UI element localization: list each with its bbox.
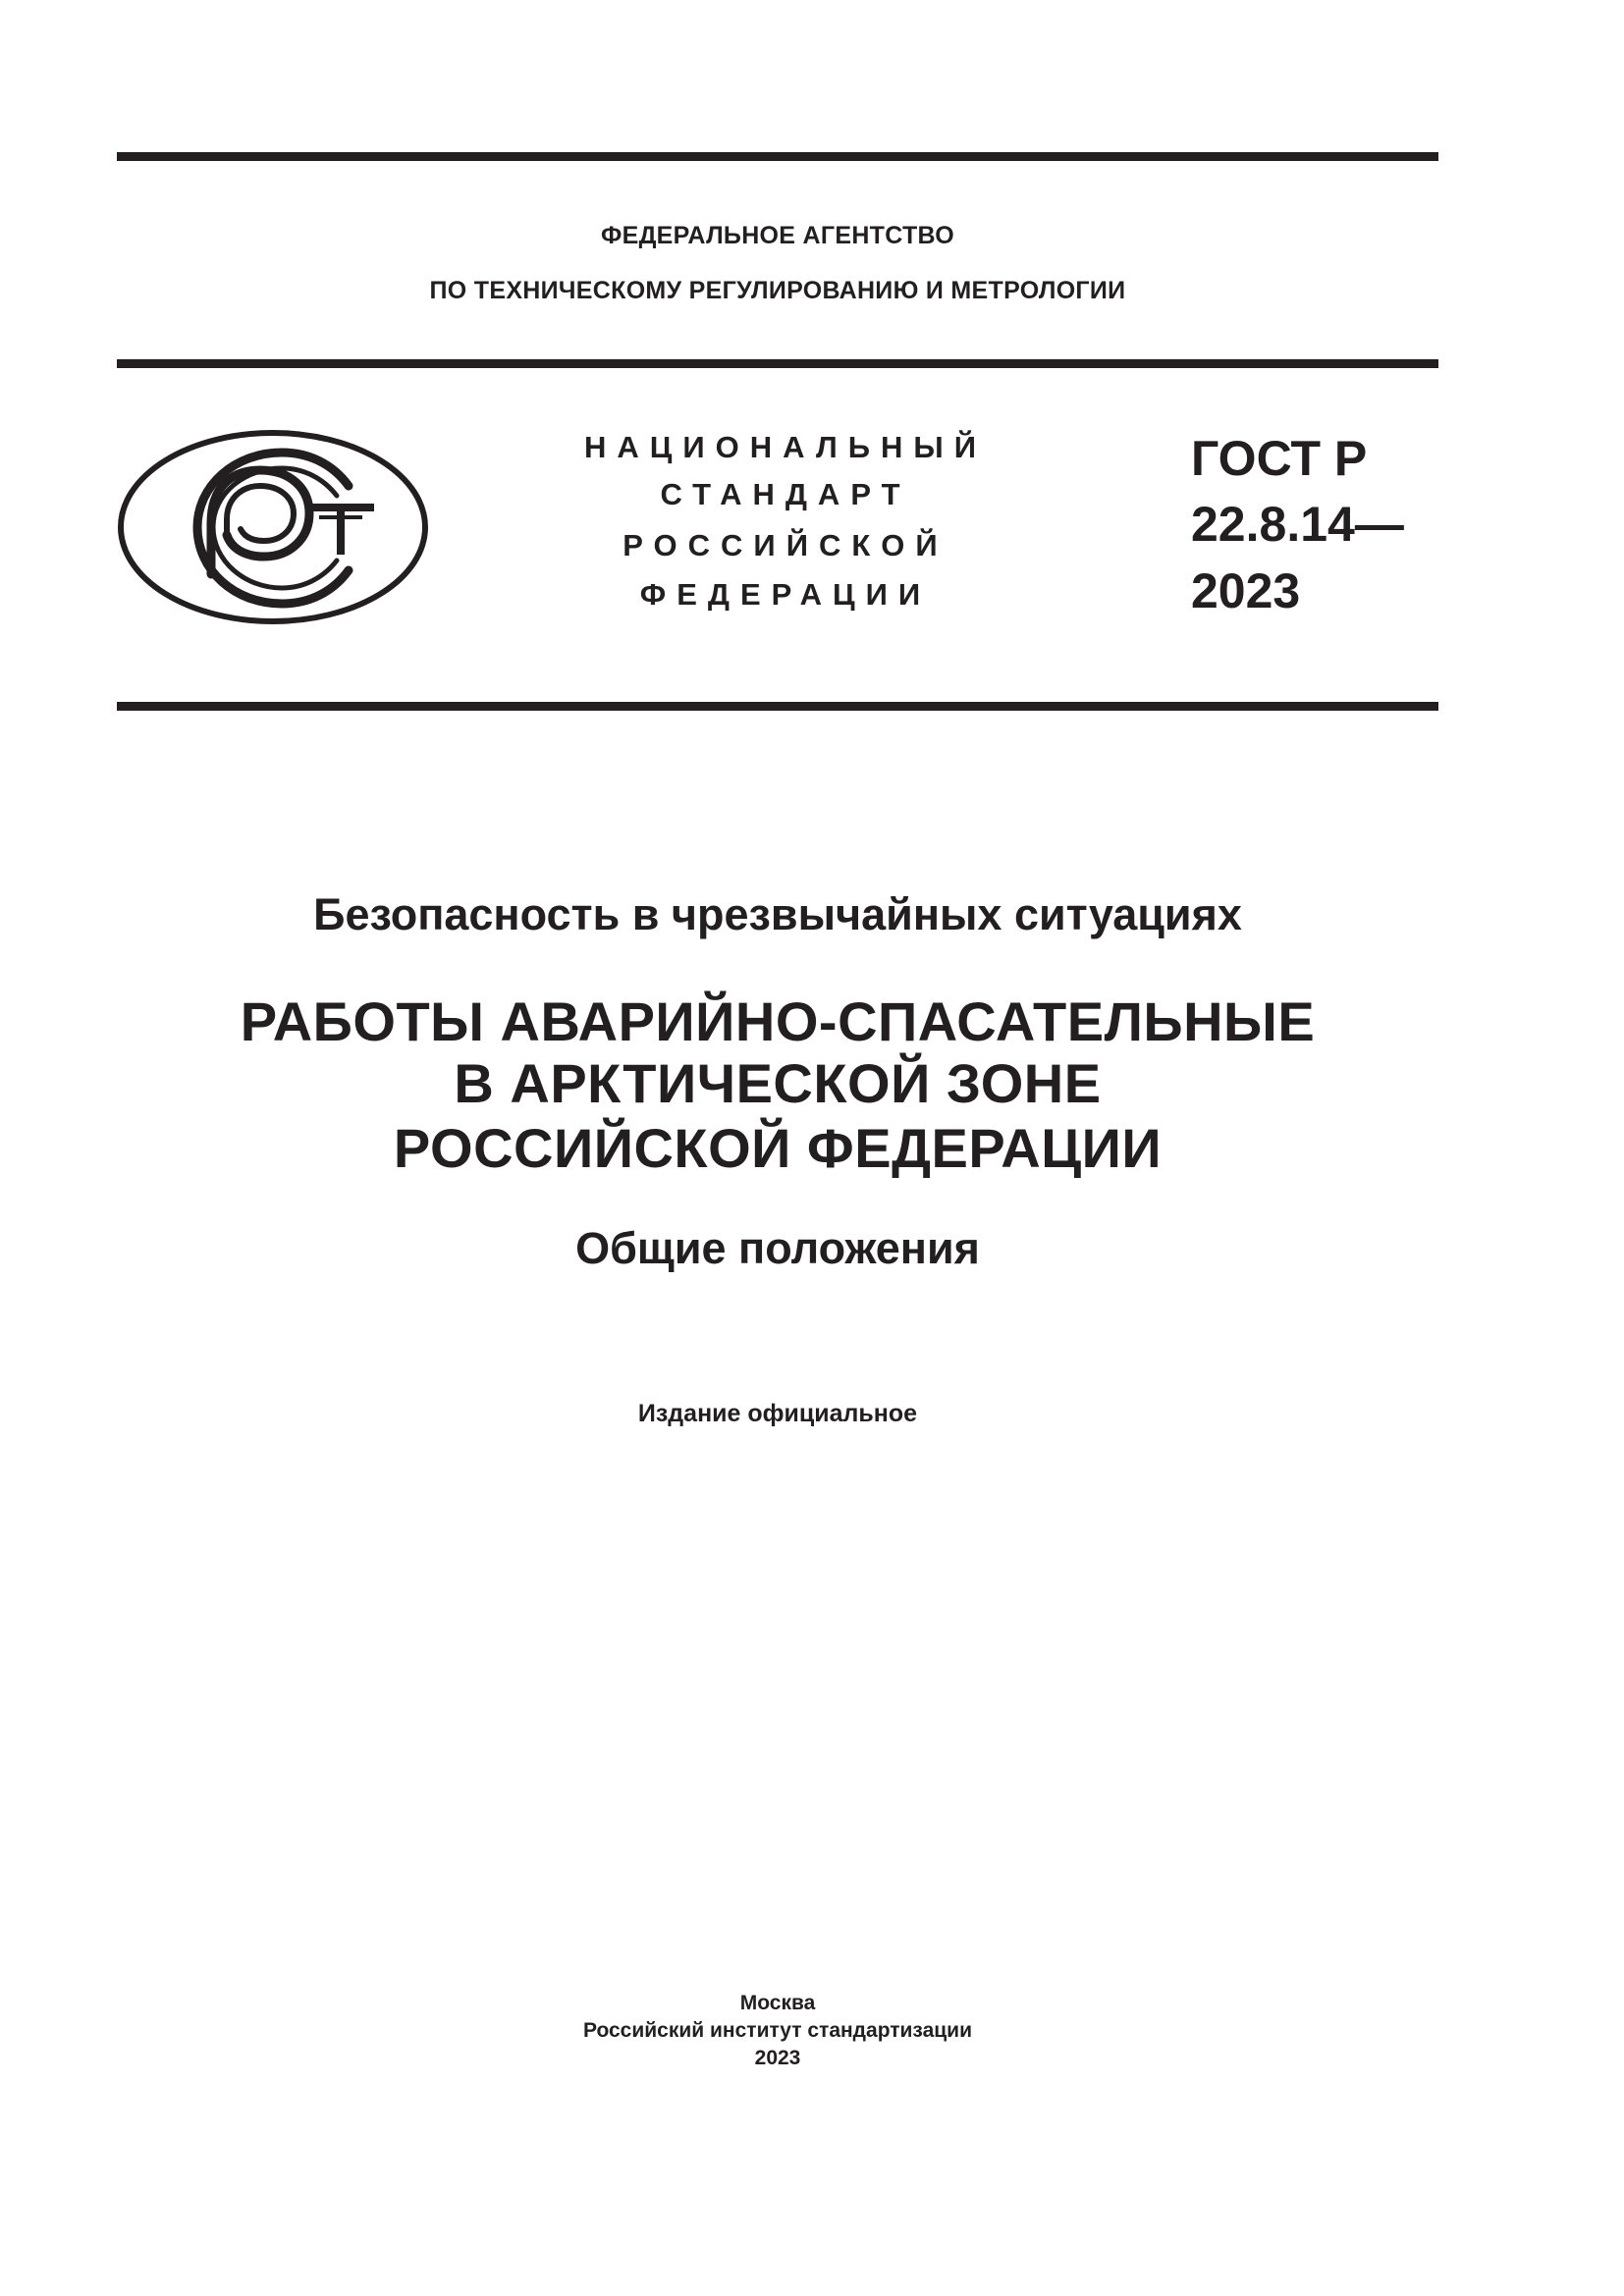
standard-designation-line-3: 2023 (1191, 563, 1301, 618)
publication-city: Москва (739, 1992, 816, 2014)
main-title-line-2: В АРКТИЧЕСКОЙ ЗОНЕ (454, 1052, 1102, 1114)
edition-label: Издание официальное (637, 1400, 918, 1427)
subtitle: Общие положения (575, 1223, 980, 1273)
main-title-line-1: РАБОТЫ АВАРИЙНО-СПАСАТЕЛЬНЫЕ (240, 990, 1316, 1052)
standard-designation-line-1: ГОСТ Р (1191, 431, 1368, 486)
series-title: Безопасность в чрезвычайных ситуациях (313, 889, 1242, 939)
rst-certification-mark-icon (117, 429, 429, 625)
publication-year: 2023 (754, 2047, 801, 2069)
national-standard-line-4: ФЕДЕРАЦИИ (639, 577, 932, 612)
agency-name-line-1: ФЕДЕРАЛЬНОЕ АГЕНТСТВО (600, 222, 955, 249)
publisher-name: Российский институт стандартизации (582, 2019, 973, 2042)
national-standard-line-3: РОССИЙСКОЙ (623, 528, 948, 562)
national-standard-line-1: НАЦИОНАЛЬНЫЙ (583, 430, 988, 464)
agency-name-line-2: ПО ТЕХНИЧЕСКОМУ РЕГУЛИРОВАНИЮ И МЕТРОЛОГИИ (429, 277, 1126, 304)
header-divider-rule (117, 359, 1438, 368)
national-standard-line-2: СТАНДАРТ (660, 477, 911, 511)
standard-designation-line-2: 22.8.14— (1191, 497, 1404, 552)
main-title-line-3: РОССИЙСКОЙ ФЕДЕРАЦИИ (393, 1117, 1163, 1179)
standard-block-divider-rule (117, 702, 1438, 711)
top-rule (117, 152, 1438, 161)
